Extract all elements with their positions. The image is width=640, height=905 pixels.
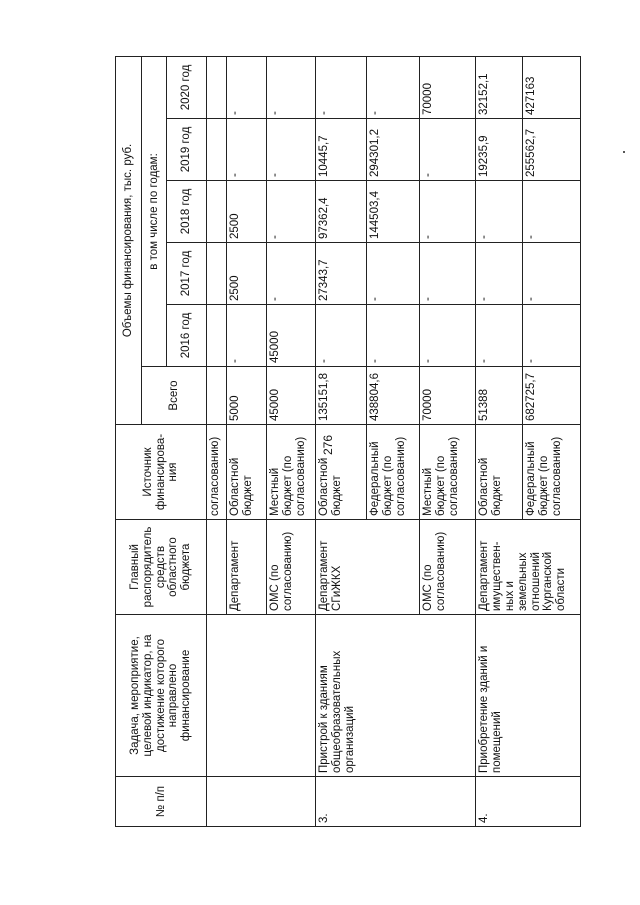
cell-value: 144503,4: [367, 181, 420, 243]
header-year: 2017 год: [167, 243, 207, 305]
cell-value: -: [267, 181, 316, 243]
cell-value: -: [316, 56, 367, 118]
cell-value: -: [476, 305, 523, 367]
cell-value: -: [420, 243, 476, 305]
cell-value: -: [267, 119, 316, 181]
cell-value: 2500: [227, 243, 267, 305]
cell-manager: Департамент имуществен-ных и земельных отношений Курганской области: [476, 520, 581, 615]
cell-value: 2500: [227, 181, 267, 243]
cell-value: 70000: [420, 56, 476, 118]
header-source: Источник финансирова-ния: [116, 425, 207, 520]
cell-value: 19235,9: [476, 119, 523, 181]
table-row: [316, 56, 367, 826]
cell-source: Областной бюджет: [316, 425, 367, 520]
cell-value: -: [367, 305, 420, 367]
cell-value: -: [476, 243, 523, 305]
cell-task: Приобретение зданий и помещений: [476, 615, 581, 777]
cell-value: -: [227, 119, 267, 181]
cell-value: -: [367, 243, 420, 305]
cell-value: -: [227, 305, 267, 367]
cell-value: [207, 56, 227, 118]
header-total: Всего: [142, 367, 207, 425]
cell-no: 4.: [476, 777, 581, 827]
cell-manager: ОМС (по согласованию): [267, 520, 316, 615]
cell-manager: Департамент СГиЖКХ: [316, 520, 420, 615]
cell-total: 5000: [227, 367, 267, 425]
cell-value: -: [367, 56, 420, 118]
cell-value: 255562,7: [523, 119, 581, 181]
cell-total: 45000: [267, 367, 316, 425]
table-row: [207, 56, 227, 826]
cell-value: 27343,7: [316, 243, 367, 305]
cell-manager: ОМС (по согласованию): [420, 520, 476, 615]
cell-value: -: [523, 181, 581, 243]
cell-total: 51388: [476, 367, 523, 425]
funding-table: [115, 56, 581, 827]
table-row: [476, 56, 523, 826]
header-by-years: в том числе по годам:: [142, 56, 167, 366]
header-year: 2020 год: [167, 56, 207, 118]
header-manager: Главный распорядитель средств областного бюджета: [116, 520, 207, 615]
header-year: 2016 год: [167, 305, 207, 367]
cell-task: [207, 615, 316, 777]
cell-source: Местный бюджет (по согласованию): [420, 425, 476, 520]
cell-value: -: [476, 181, 523, 243]
cell-value: 45000: [267, 305, 316, 367]
cell-value: 97362,4: [316, 181, 367, 243]
header-year: 2019 год: [167, 119, 207, 181]
cell-value: -: [523, 305, 581, 367]
cell-source: Местный бюджет (по согласованию): [267, 425, 316, 520]
cell-value: -: [316, 305, 367, 367]
header-no: № п/п: [116, 777, 207, 827]
cell-value: -: [267, 56, 316, 118]
stray-dot: [623, 151, 625, 153]
cell-total: 70000: [420, 367, 476, 425]
cell-source: согласованию): [207, 425, 227, 520]
cell-manager: Департамент: [227, 520, 267, 615]
cell-value: -: [523, 243, 581, 305]
cell-no: 3.: [316, 777, 476, 827]
cell-source: Областной бюджет: [227, 425, 267, 520]
cell-value: -: [420, 305, 476, 367]
cell-source: Федеральный бюджет (по согласованию): [367, 425, 420, 520]
cell-value: 32152,1: [476, 56, 523, 118]
cell-manager: [207, 520, 227, 615]
cell-value: -: [227, 56, 267, 118]
header-year: 2018 год: [167, 181, 207, 243]
cell-value: 427163: [523, 56, 581, 118]
cell-value: [207, 119, 227, 181]
cell-value: [207, 243, 227, 305]
cell-value: [207, 181, 227, 243]
header-task: Задача, мероприятие, целевой индикатор, на достижение которого направлено финансирование: [116, 615, 207, 777]
cell-value: [207, 305, 227, 367]
cell-value: 294301,2: [367, 119, 420, 181]
page-number: 276: [321, 434, 335, 456]
rotated-table-container: [115, 57, 601, 827]
cell-value: -: [420, 119, 476, 181]
cell-total: [207, 367, 227, 425]
cell-value: -: [420, 181, 476, 243]
cell-total: 682725,7: [523, 367, 581, 425]
cell-value: -: [267, 243, 316, 305]
cell-total: 135151,8: [316, 367, 367, 425]
cell-total: 438804,6: [367, 367, 420, 425]
cell-task: Пристрой к зданиям общеобразовательных организаций: [316, 615, 476, 777]
cell-value: 10445,7: [316, 119, 367, 181]
cell-no: [207, 777, 316, 827]
cell-source: Федеральный бюджет (по согласованию): [523, 425, 581, 520]
cell-source: Областной бюджет: [476, 425, 523, 520]
header-funding: Объемы финансирования, тыс. руб.: [116, 56, 142, 424]
